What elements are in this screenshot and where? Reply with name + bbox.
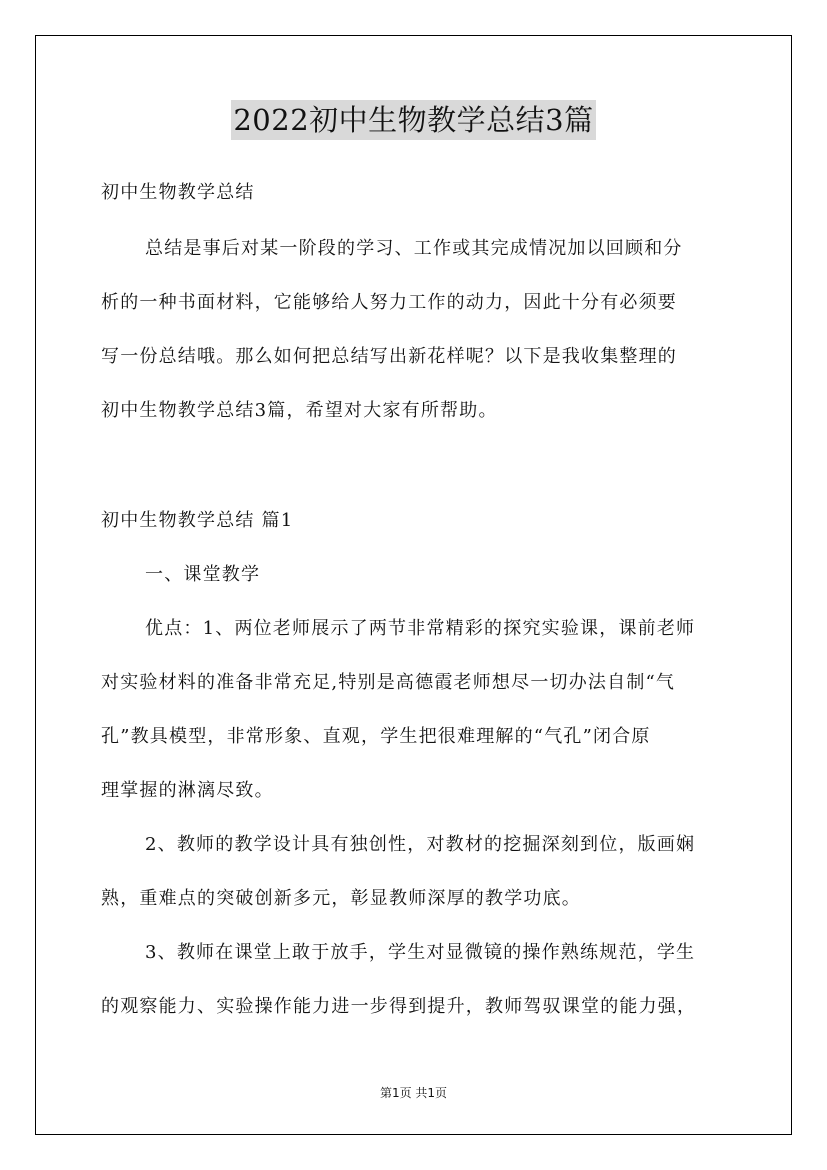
paragraph-line: 3、教师在课堂上敢于放手，学生对显微镜的操作熟练规范，学生 xyxy=(145,942,696,963)
paragraph-line: 2、教师的教学设计具有独创性，对教材的挖掘深刻到位，版画娴 xyxy=(145,834,696,855)
paragraph-line: 初中生物教学总结3篇，希望对大家有所帮助。 xyxy=(101,400,498,421)
paragraph-line: 的观察能力、实验操作能力进一步得到提升，教师驾驭课堂的能力强， xyxy=(101,996,697,1017)
paragraph-line: 对实验材料的准备非常充足,特别是高德霞老师想尽一切办法自制“气 xyxy=(101,672,676,693)
paragraph-line: 孔”教具模型，非常形象、直观，学生把很难理解的“气孔”闭合原 xyxy=(101,726,651,747)
paragraph-line: 理掌握的淋漓尽致。 xyxy=(101,780,274,801)
paragraph-line: 析的一种书面材料，它能够给人努力工作的动力，因此十分有必须要 xyxy=(101,292,677,313)
paragraph-line: 总结是事后对某一阶段的学习、工作或其完成情况加以回顾和分 xyxy=(145,238,683,259)
paragraph-line: 写一份总结哦。那么如何把总结写出新花样呢？以下是我收集整理的 xyxy=(101,346,677,367)
subheading: 一、课堂教学 xyxy=(145,564,261,585)
page-footer: 第1页 共1页 xyxy=(379,1086,448,1100)
title-container xyxy=(0,100,827,140)
section-heading: 初中生物教学总结 xyxy=(101,182,255,203)
document-title: 2022初中生物教学总结3篇 xyxy=(231,100,595,140)
section-heading: 初中生物教学总结 篇1 xyxy=(101,510,294,531)
paragraph-line: 优点：1、两位老师展示了两节非常精彩的探究实验课，课前老师 xyxy=(145,618,696,639)
paragraph-line: 熟，重难点的突破创新多元，彰显教师深厚的教学功底。 xyxy=(101,888,581,909)
